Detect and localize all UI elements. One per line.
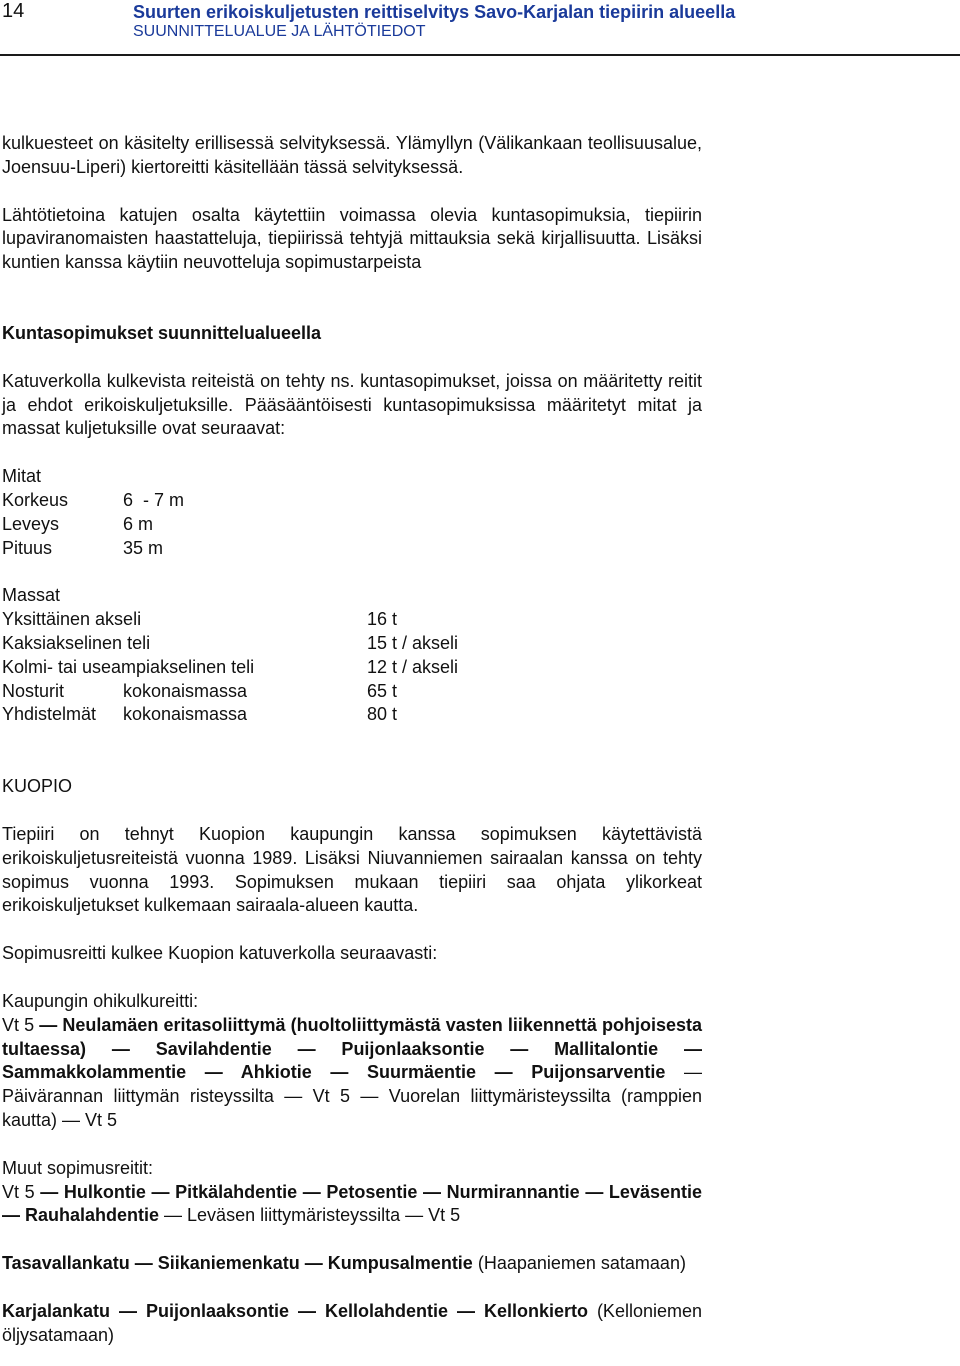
massat-row	[2, 632, 702, 656]
massat-title: Massat	[2, 585, 61, 606]
mitat-label: Korkeus	[2, 489, 69, 510]
intro-paragraph-2: Lähtötietoina katujen osalta käytettiin voimassa olevia kuntasopimuksia, tiepiirin lupaviranomaisten haastatteluja, tiepiirissä tehtyjä mittauksia sekä kirjallisuutta. Lisäksi kuntien kanssa käytiin neuvotteluja sopimustarpeista	[2, 204, 702, 273]
page-header	[0, 0, 960, 56]
section-title: SUUNNITTELUALUE JA LÄHTÖTIEDOT	[133, 23, 426, 40]
mitat-row-leveys	[2, 513, 702, 537]
massat-row	[2, 656, 702, 680]
page-number: 14	[2, 0, 25, 22]
route-bold: — Neulamäen eritasoliittymä (huoltoliittymästä vasten liikennettä pohjoisesta tultaessa) — Savilahdentie — Puijonlaaksontie — Mallitalontie — Sammakkolammentie — Ahkiotie — Suurmäentie — Puijonsarventie	[2, 1014, 702, 1083]
tasavallankatu-route	[2, 1252, 702, 1276]
muut-route	[2, 1181, 702, 1229]
route-end: — Leväsen liittymäristeyssilta — Vt 5	[159, 1205, 461, 1226]
mitat-title: Mitat	[2, 466, 42, 487]
massat-section	[2, 584, 702, 727]
massat-value: 65 t	[367, 680, 398, 701]
mitat-label: Leveys	[2, 513, 60, 534]
massat-sublabel: kokonaismassa	[123, 680, 248, 701]
kuntasopimukset-heading: Kuntasopimukset suunnittelualueella	[2, 322, 322, 343]
route-start: Vt 5	[2, 1014, 40, 1035]
massat-label: Yhdistelmät	[2, 704, 97, 725]
route-bold: — Hulkontie — Pitkälahdentie — Petosentie — Nurmirannantie — Leväsentie — Rauhalahdentie	[2, 1181, 702, 1226]
kuopio-heading: KUOPIO	[2, 776, 73, 797]
route-end: (Haapaniemen satamaan)	[472, 1253, 686, 1274]
massat-value: 12 t / akseli	[367, 656, 459, 677]
massat-value: 15 t / akseli	[367, 632, 459, 653]
mitat-row-pituus	[2, 537, 702, 561]
intro-paragraph-1: kulkuesteet on käsitelty erillisessä selvityksessä. Ylämyllyn (Välikankaan teollisuusalue, Joensuu-Liperi) kiertoreitti käsitellään tässä selvityksessä.	[2, 133, 702, 177]
massat-row	[2, 703, 702, 727]
route-bold: Tasavallankatu — Siikaniemenkatu — Kumpusalmentie	[2, 1253, 473, 1274]
ohikulku-label: Kaupungin ohikulkureitti:	[2, 990, 199, 1011]
route-start: Vt 5	[2, 1181, 41, 1202]
mitat-value: 35 m	[123, 537, 164, 558]
mitat-label: Pituus	[2, 537, 53, 558]
massat-label: Nosturit	[2, 680, 65, 701]
mitat-value: 6 - 7 m	[123, 489, 185, 510]
karjalankatu-route	[2, 1300, 702, 1348]
route-end: — Päivärannan liittymän risteyssilta — Vt 5 — Vuorelan liittymäristeyssilta (ramppien kautta) — Vt 5	[2, 1062, 702, 1130]
document-title: Suurten erikoiskuljetusten reittiselvitys Savo-Karjalan tiepiirin alueella	[133, 2, 736, 22]
massat-label: Kaksiakselinen teli	[2, 632, 151, 653]
muut-label: Muut sopimusreitit:	[2, 1157, 154, 1178]
kuntasopimukset-paragraph: Katuverkolla kulkevista reiteistä on tehty ns. kuntasopimukset, joissa on määritetty reitit ja ehdot erikoiskuljetuksille. Pääsääntöisesti kuntasopimuksissa määritetyt mitat ja massat kuljetuksille ovat seuraavat:	[2, 370, 702, 439]
route-intro: Sopimusreitti kulkee Kuopion katuverkolla seuraavasti:	[2, 943, 438, 964]
kuopio-paragraph: Tiepiiri on tehnyt Kuopion kaupungin kanssa sopimuksen käytettävistä erikoiskuljetusreiteistä vuonna 1989. Lisäksi Niuvanniemen sairaalan kanssa on tehty sopimus vuonna 1993. Sopimuksen mukaan tiepiiri saa ohjata ylikorkeat erikoiskuljetukset kulkemaan sairaala-alueen kautta.	[2, 823, 702, 916]
massat-label: Kolmi- tai useampiakselinen teli	[2, 656, 255, 677]
massat-value: 80 t	[367, 704, 398, 725]
massat-label: Yksittäinen akseli	[2, 609, 142, 630]
massat-sublabel: kokonaismassa	[123, 704, 248, 725]
mitat-row-korkeus	[2, 489, 702, 513]
massat-row	[2, 680, 702, 704]
mitat-value: 6 m	[123, 513, 154, 534]
ohikulku-route	[2, 1014, 702, 1133]
mitat-section	[2, 465, 702, 560]
route-bold: Karjalankatu — Puijonlaaksontie — Kellolahdentie — Kellonkierto	[2, 1300, 588, 1321]
route-end: (Kelloniemen öljysatamaan)	[2, 1300, 702, 1345]
massat-value: 16 t	[367, 609, 398, 630]
massat-row	[2, 608, 702, 632]
page-body	[2, 132, 702, 1347]
